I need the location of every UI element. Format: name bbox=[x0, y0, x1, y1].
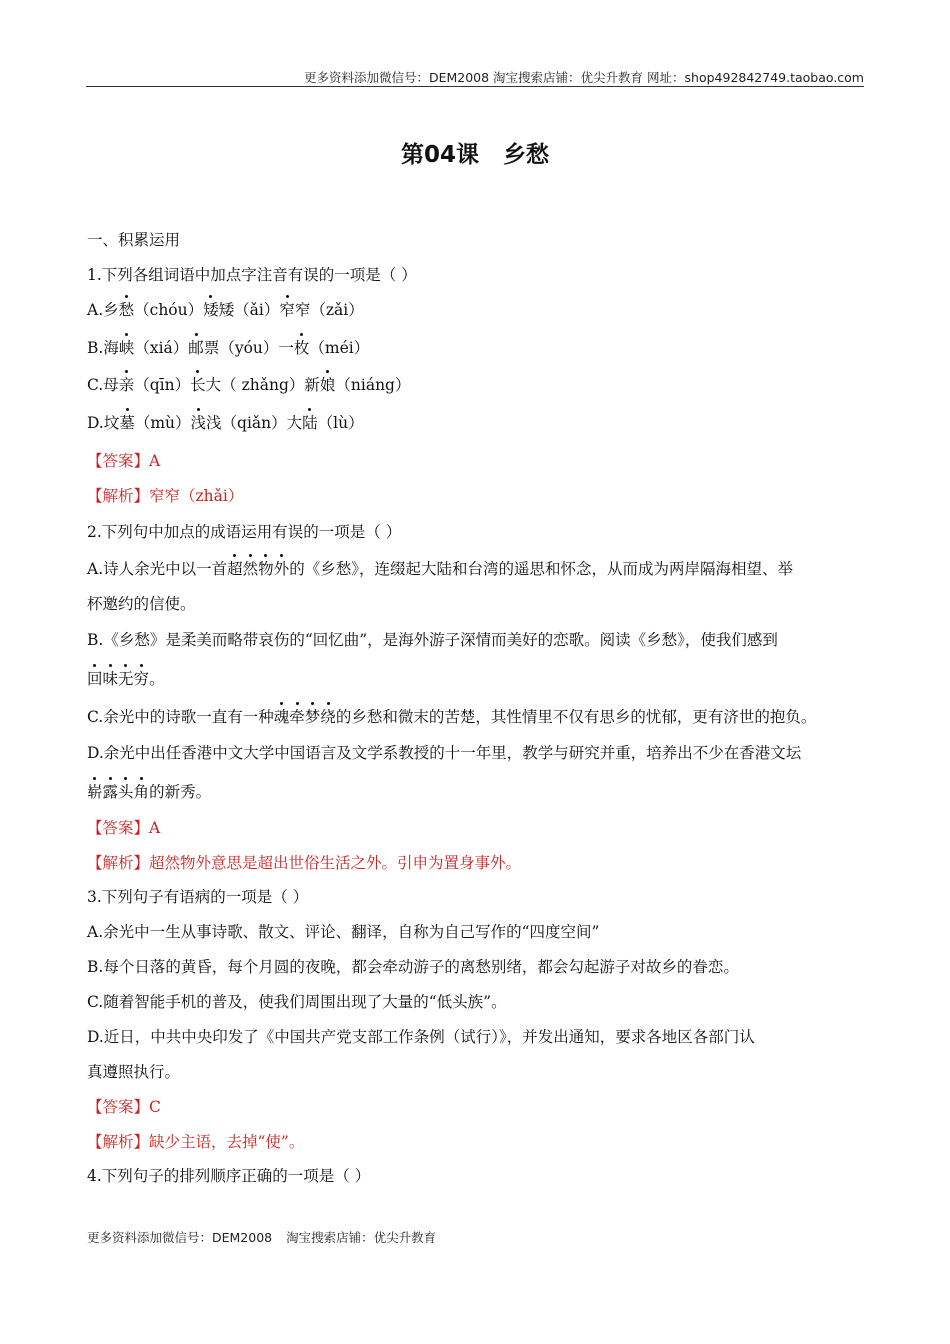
q4-stem: 4.下列句子的排列顺序正确的一项是（ ） bbox=[87, 1167, 371, 1185]
q2-option-d-line1: D.余光中出任香港中文大学中国语言及文学系教授的十一年里，教学与研究并重，培养出不少在香港文坛 bbox=[87, 744, 802, 762]
q1-option-c: C.母亲（qīn）长大（ zhǎng）新娘（niáng） bbox=[87, 376, 411, 394]
q3-option-c: C.随着智能手机的普及，使我们周围出现了大量的“低头族”。 bbox=[87, 993, 507, 1011]
q2-answer: 【答案】A bbox=[87, 819, 161, 837]
q2-option-b-line1: B.《乡愁》是柔美而略带哀伤的“回忆曲”，是海外游子深情而美好的恋歌。阅读《乡愁》，使我们感到 bbox=[87, 631, 778, 649]
q2-analysis: 【解析】超然物外意思是超出世俗生活之外。引申为置身事外。 bbox=[87, 854, 522, 872]
section-heading: 一、积累运用 bbox=[87, 231, 181, 249]
q2-stem: 2.下列句中加点的成语运用有误的一项是（ ） bbox=[87, 523, 402, 541]
q2-option-d-line2: 崭露头角的新秀。 bbox=[87, 783, 212, 801]
q3-option-d-line2: 真遵照执行。 bbox=[87, 1063, 181, 1081]
q3-answer: 【答案】C bbox=[87, 1098, 161, 1116]
q2-option-a-line1: A.诗人余光中以一首超然物外的《乡愁》，连缀起大陆和台湾的遥思和怀念，从而成为两岸隔海相望、举 bbox=[87, 560, 793, 578]
q3-analysis: 【解析】缺少主语，去掉“使”。 bbox=[87, 1133, 305, 1151]
q3-option-b: B.每个日落的黄昏，每个月圆的夜晚，都会牵动游子的离愁别绪，都会勾起游子对故乡的眷恋。 bbox=[87, 958, 739, 976]
q1-option-a: A.乡愁（chóu）矮矮（ǎi）窄窄（zǎi） bbox=[87, 301, 364, 319]
header-divider bbox=[86, 86, 864, 87]
q1-stem: 1.下列各组词语中加点字注音有误的一项是（ ） bbox=[87, 266, 417, 284]
q2-option-b-line2: 回味无穷。 bbox=[87, 670, 165, 688]
footer-shop: 淘宝搜索店铺：优尖升教育 bbox=[286, 1230, 437, 1245]
footer-wechat: 更多资料添加微信号：DEM2008 bbox=[87, 1230, 273, 1245]
q1-option-d: D.坟墓（mù）浅浅（qiǎn）大陆（lù） bbox=[87, 414, 364, 432]
lesson-number: 第04课 bbox=[400, 142, 479, 168]
page-footer bbox=[87, 1228, 436, 1246]
q1-answer: 【答案】A bbox=[87, 452, 161, 470]
q1-analysis: 【解析】窄窄（zhǎi） bbox=[87, 487, 244, 505]
q3-option-a: A.余光中一生从事诗歌、散文、评论、翻译，自称为自己写作的“四度空间” bbox=[87, 923, 600, 941]
q3-stem: 3.下列句子有语病的一项是（ ） bbox=[87, 888, 309, 906]
q1-option-b: B.海峡（xiá）邮票（yóu）一枚（méi） bbox=[87, 339, 370, 357]
lesson-name: 乡愁 bbox=[503, 142, 549, 168]
q2-option-a-line2: 杯邀约的信使。 bbox=[87, 595, 196, 613]
q3-option-d-line1: D.近日，中共中央印发了《中国共产党支部工作条例（试行）》，并发出通知，要求各地区各部门认 bbox=[87, 1028, 755, 1046]
page-header: 更多资料添加微信号：DEM2008 淘宝搜索店铺：优尖升教育 网址：shop492842749.taobao.com bbox=[303, 70, 864, 85]
page-title bbox=[0, 136, 950, 169]
q2-option-c: C.余光中的诗歌一直有一种魂牵梦绕的乡愁和微末的苦楚，其性情里不仅有思乡的忧郁，更有济世的抱负。 bbox=[87, 708, 817, 726]
